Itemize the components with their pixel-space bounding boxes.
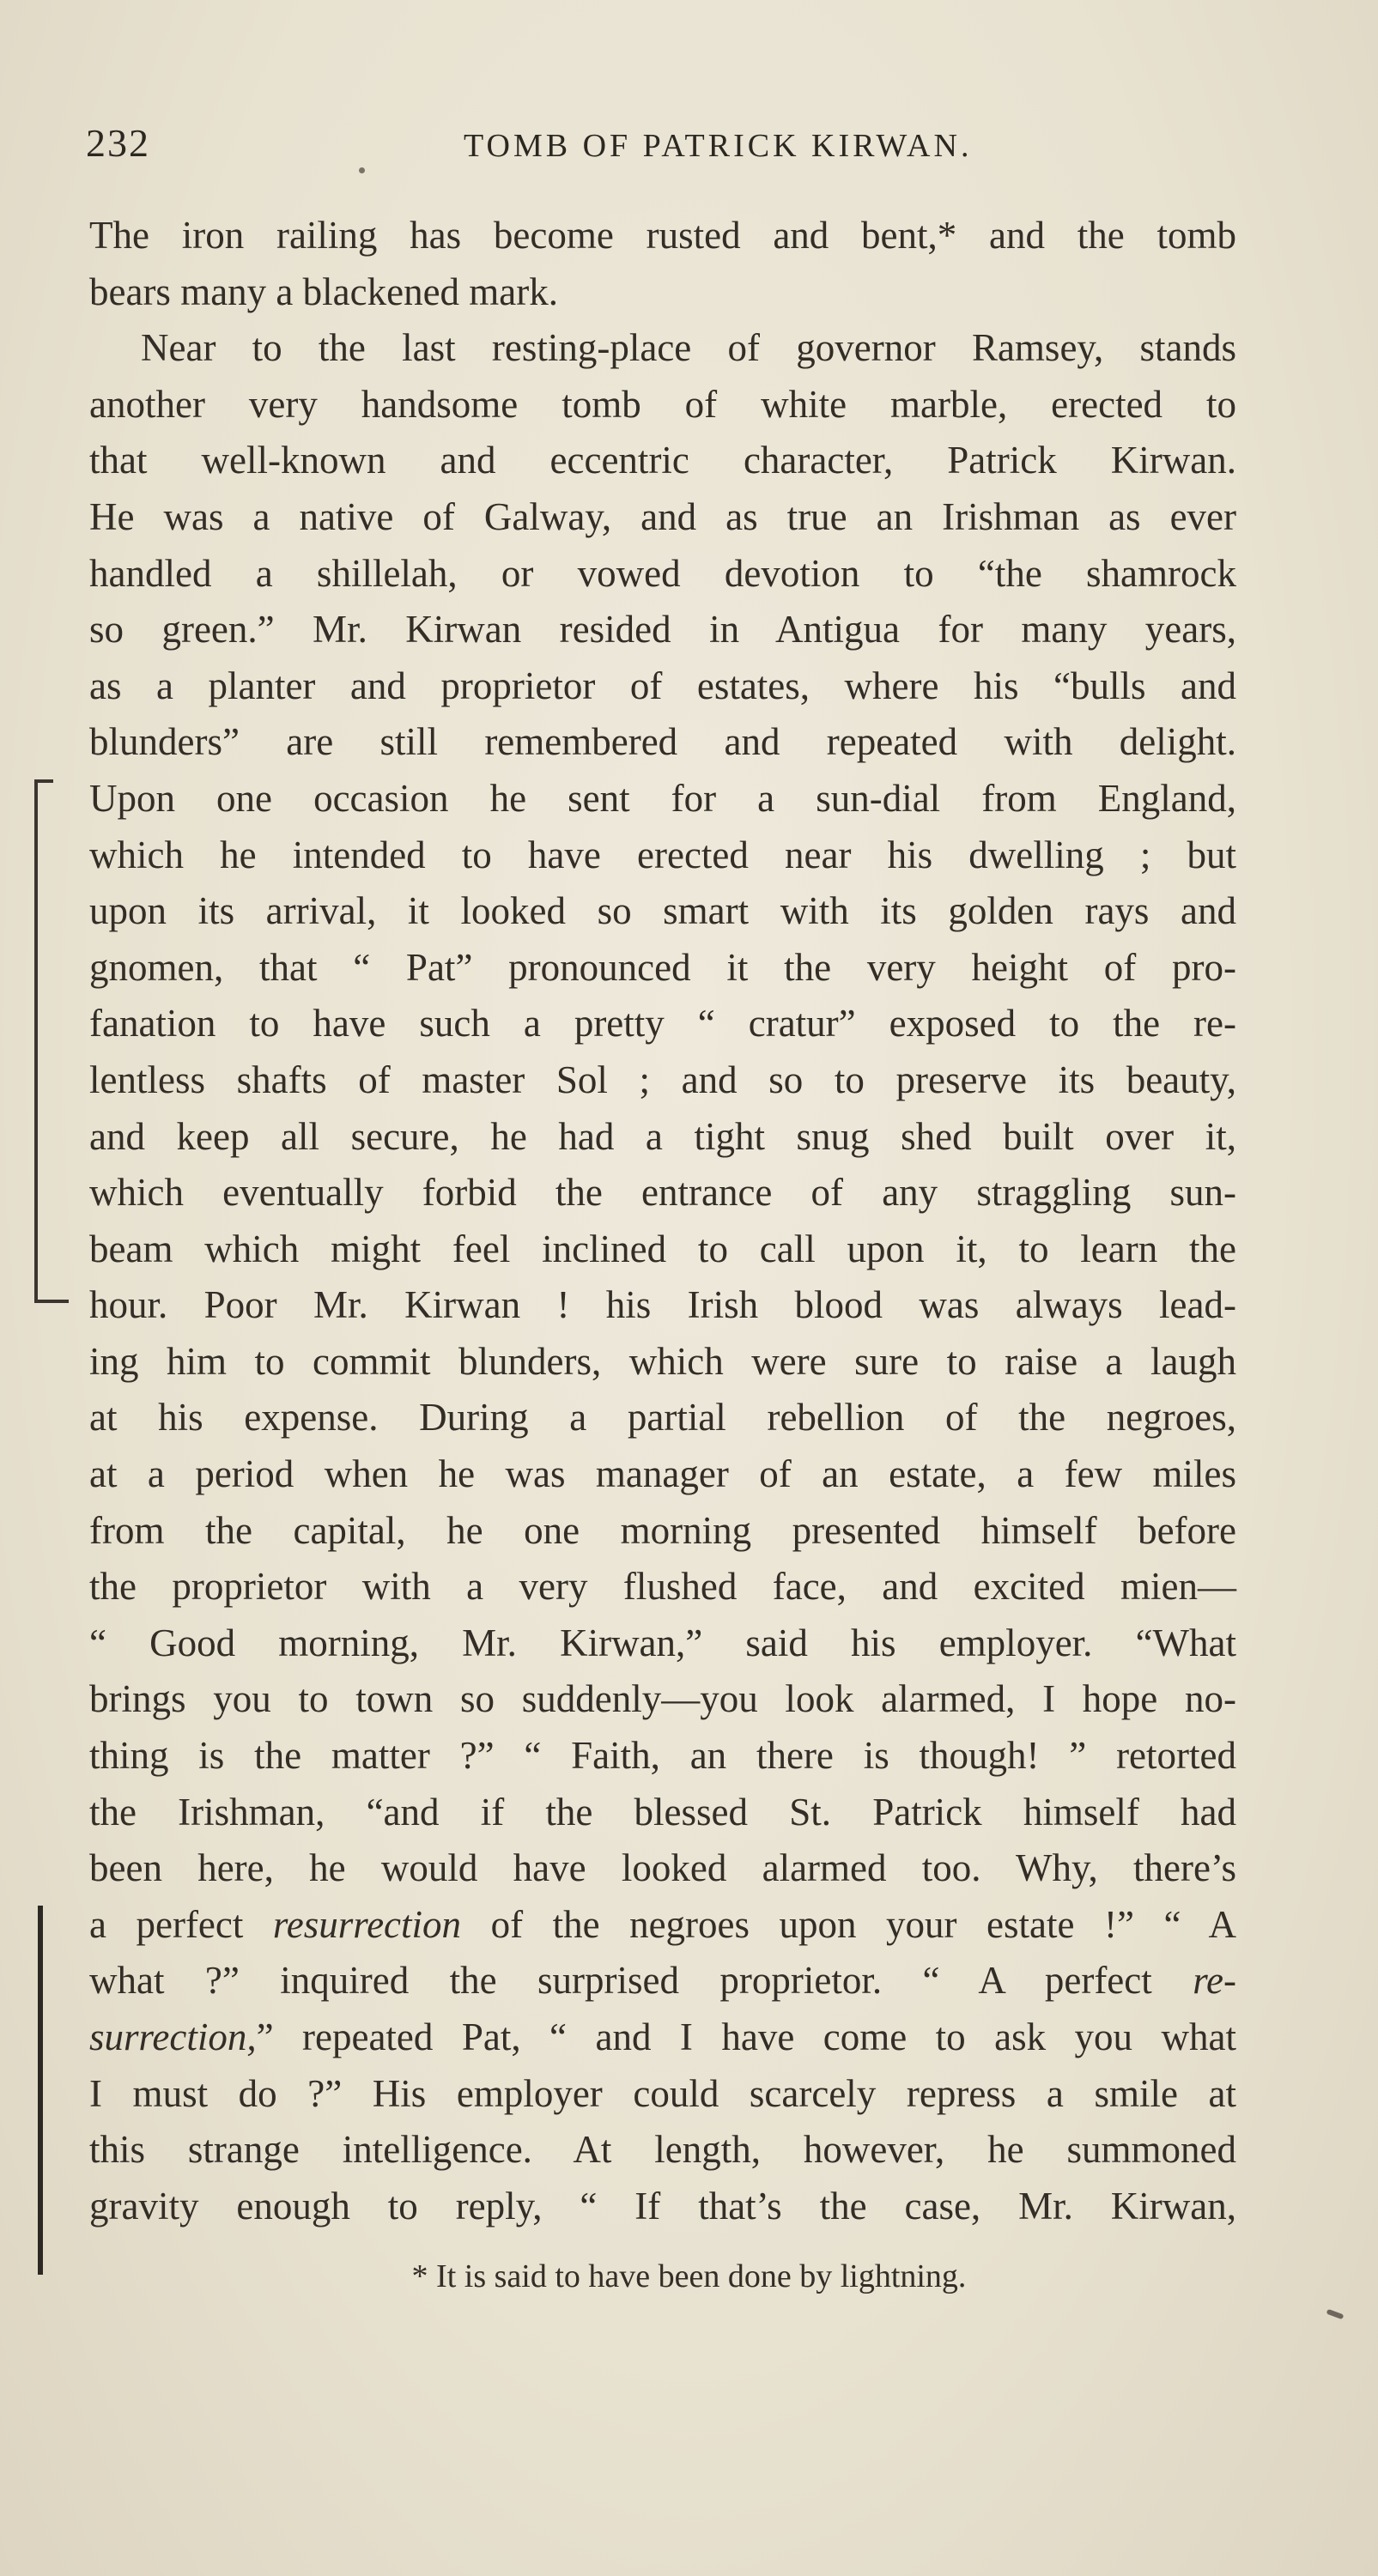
text-run: what ?” inquired the surprised proprietor. “ A perfect xyxy=(89,1959,1193,2003)
body-text xyxy=(89,208,1236,2234)
text-line: another very handsome tomb of white marble, erected to xyxy=(89,382,1236,426)
running-head: TOMB OF PATRICK KIRWAN. xyxy=(464,128,973,164)
italic-word: surrection, xyxy=(89,2015,257,2058)
margin-bracket xyxy=(34,779,38,1303)
text-line: which eventually forbid the entrance of any straggling sun- xyxy=(89,1171,1236,1215)
text-line: at his expense. During a partial rebellion of the negroes, xyxy=(89,1396,1236,1440)
text-line: I must do ?” His employer could scarcely repress a smile at xyxy=(89,2071,1236,2115)
text-line: blunders” are still remembered and repeated with delight. xyxy=(89,720,1236,764)
italic-word: re- xyxy=(1193,1959,1236,2003)
text-run: a perfect xyxy=(89,1902,273,1946)
italic-word: resurrection xyxy=(272,1902,462,1946)
text-line xyxy=(89,2009,1236,2066)
text-line: upon its arrival, it looked so smart with its golden rays and xyxy=(89,889,1236,933)
ink-speck xyxy=(359,167,365,173)
text-line: beam which might feel inclined to call upon it, to learn the xyxy=(89,1227,1236,1270)
text-line: gnomen, that “ Pat” pronounced it the very height of pro- xyxy=(89,945,1236,989)
text-line xyxy=(89,1897,1236,1954)
text-line: lentless shafts of master Sol ; and so to preserve its beauty, xyxy=(89,1058,1236,1101)
ink-mark xyxy=(1326,2309,1345,2319)
text-line: ing him to commit blunders, which were sure to raise a laugh xyxy=(89,1339,1236,1383)
page-header xyxy=(86,120,1236,180)
footnote: * It is said to have been done by lightning. xyxy=(411,2258,967,2294)
margin-bracket-bottom xyxy=(34,1300,69,1303)
text-line: bears many a blackened mark. xyxy=(89,270,558,313)
page-number: 232 xyxy=(86,121,150,165)
text-line: The iron railing has become rusted and bent,* and the tomb xyxy=(89,214,1236,257)
text-line: brings you to town so suddenly—you look alarmed, I hope no- xyxy=(89,1677,1236,1721)
text-line: which he intended to have erected near his dwelling ; but xyxy=(89,833,1236,876)
text-line: as a planter and proprietor of estates, where his “bulls and xyxy=(89,664,1236,707)
text-line: He was a native of Galway, and as true an Irishman as ever xyxy=(89,494,1236,538)
text-line: the Irishman, “and if the blessed St. Patrick himself had xyxy=(89,1790,1236,1834)
text-line: the proprietor with a very flushed face, and excited mien— xyxy=(89,1565,1236,1609)
text-line: that well-known and eccentric character, Patrick Kirwan. xyxy=(89,439,1236,482)
text-line: at a period when he was manager of an estate, a few miles xyxy=(89,1452,1236,1496)
text-line: this strange intelligence. At length, however, he summoned xyxy=(89,2128,1236,2172)
text-run: ” repeated Pat, “ and I have come to ask you what xyxy=(256,2015,1236,2058)
text-line: so green.” Mr. Kirwan resided in Antigua for many years, xyxy=(89,608,1236,652)
text-line: from the capital, he one morning presented himself before xyxy=(89,1508,1236,1552)
margin-bracket-top xyxy=(34,779,53,783)
text-line: gravity enough to reply, “ If that’s the case, Mr. Kirwan, xyxy=(89,2184,1236,2227)
text-run: of the negroes upon your estate !” “ A xyxy=(461,1902,1236,1946)
text-line xyxy=(89,1953,1236,2009)
margin-line xyxy=(38,1906,43,2275)
text-line: and keep all secure, he had a tight snug shed built over it, xyxy=(89,1114,1236,1158)
text-line: thing is the matter ?” “ Faith, an there is though! ” retorted xyxy=(89,1734,1236,1778)
text-line: “ Good morning, Mr. Kirwan,” said his employer. “What xyxy=(89,1621,1236,1664)
text-line: handled a shillelah, or vowed devotion to “the shamrock xyxy=(89,551,1236,595)
text-line: Near to the last resting-place of governor Ramsey, stands xyxy=(141,326,1236,370)
text-line: hour. Poor Mr. Kirwan ! his Irish blood was always lead- xyxy=(89,1283,1236,1327)
text-line: been here, he would have looked alarmed too. Why, there’s xyxy=(89,1846,1236,1890)
text-line: Upon one occasion he sent for a sun-dial from England, xyxy=(89,776,1236,820)
text-line: fanation to have such a pretty “ cratur” exposed to the re- xyxy=(89,1002,1236,1046)
